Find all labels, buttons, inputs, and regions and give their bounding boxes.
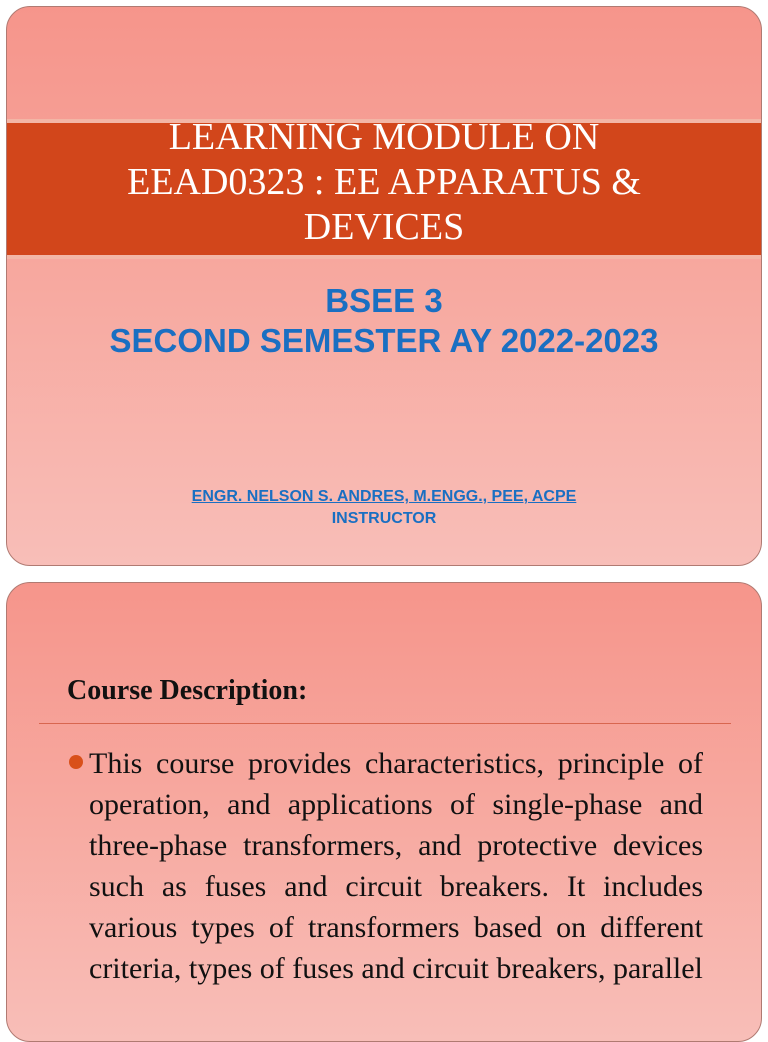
instructor-block	[7, 486, 761, 530]
heading-divider	[39, 723, 731, 724]
course-description-slide	[6, 582, 762, 1042]
slide-subtitle	[7, 281, 761, 361]
slide-title	[7, 115, 761, 250]
bullet-icon	[69, 755, 83, 769]
instructor-name: ENGR. NELSON S. ANDRES, M.ENGG., PEE, ACPE	[191, 488, 577, 505]
subtitle-line: SECOND SEMESTER AY 2022-2023	[109, 322, 659, 359]
title-line: LEARNING MODULE ON	[168, 116, 600, 158]
section-heading: Course Description:	[67, 675, 308, 706]
title-line: EEAD0323 : EE APPARATUS &	[127, 161, 641, 203]
subtitle-line: BSEE 3	[325, 282, 443, 319]
course-description-text: This course provides characteristics, principle of operation, and applications of single-phase and three-phase transformers, and protective devices such as fuses and circuit breakers. It includes various types of transformers based on different criteria, types of fuses and circuit breakers, parallel	[89, 747, 703, 985]
title-line: DEVICES	[303, 206, 465, 248]
instructor-role: INSTRUCTOR	[331, 510, 437, 527]
title-slide	[6, 6, 762, 566]
